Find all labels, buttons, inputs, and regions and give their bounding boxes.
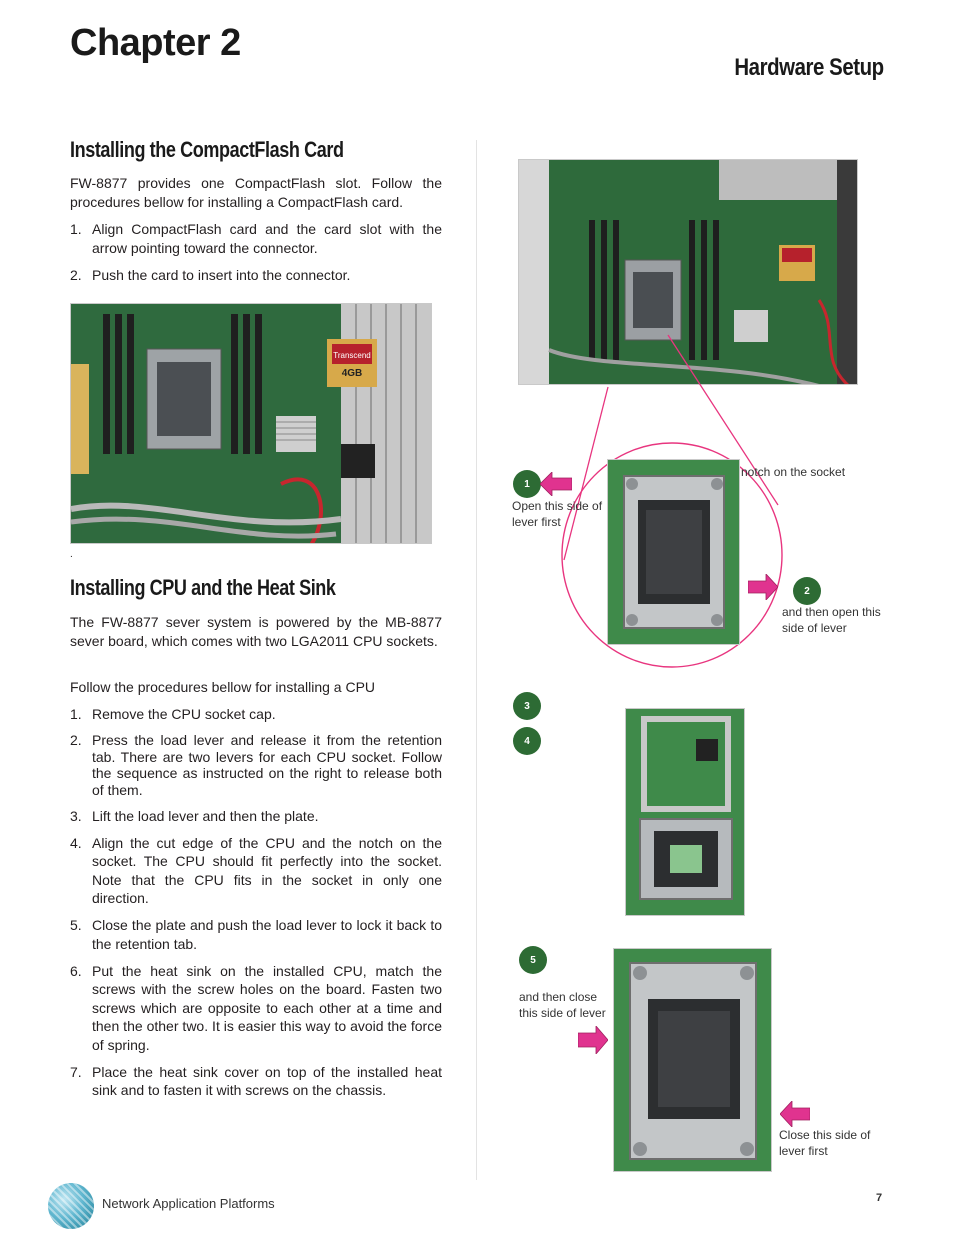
step-text: Align CompactFlash card and the card slot with the arrow pointing toward the connector. — [92, 221, 442, 256]
arrow-right-icon — [578, 1026, 608, 1054]
company-logo — [48, 1183, 94, 1229]
cf-brand-text: Transcend — [333, 351, 371, 360]
step-number: 5. — [70, 917, 82, 933]
arrow-left-icon — [540, 472, 572, 496]
step-text: Push the card to insert into the connector. — [92, 266, 351, 283]
footer-text: Network Application Platforms — [102, 1196, 275, 1211]
step-number: 1. — [70, 706, 82, 722]
step-number: 6. — [70, 962, 82, 979]
step-text: Place the heat sink cover on top of the installed heat sink and to fasten it with screws on the chassis. — [92, 1063, 442, 1098]
step-text: Put the heat sink on the installed CPU, match the screws with the screw holes on the board. Fasten two screws which are opposite to each other at a time and then the other two. It is easier this way to avoid the force of spring. — [92, 962, 442, 1053]
step-text: Lift the load lever and then the plate. — [92, 807, 319, 824]
step-number: 4. — [70, 834, 82, 851]
step-text: Align the cut edge of the CPU and the notch on the socket. The CPU should fit perfectly into the socket. Note that the CPU fits in the socket in only one direction. — [92, 834, 442, 906]
socket-illustration — [608, 460, 740, 645]
step-text: Remove the CPU socket cap. — [92, 706, 276, 722]
step-badge-1: 1 — [513, 470, 541, 498]
socket-photo-open — [607, 459, 740, 645]
step-number: 2. — [70, 266, 82, 283]
step-badge-4: 4 — [513, 727, 541, 755]
step1-caption: Open this side of lever first — [512, 499, 603, 529]
section-heading: Hardware Setup — [734, 54, 884, 81]
socket-photo-lifted — [625, 708, 745, 916]
socket-photo-closed — [613, 948, 772, 1172]
trailing-dot: . — [70, 549, 73, 560]
compactflash-heading: Installing the CompactFlash Card — [70, 137, 344, 162]
step-text: Press the load lever and release it from the retention tab. There are two levers for each CPU socket. Follow the sequence as instructed on the right to release both of them. — [92, 732, 442, 798]
arrow-left-icon — [780, 1101, 810, 1127]
step2-caption: and then open this side of lever — [782, 605, 881, 635]
compactflash-intro: FW-8877 provides one CompactFlash slot. Follow the procedures bellow for installing a CompactFlash card. — [70, 175, 442, 210]
step-badge-5: 5 — [519, 946, 547, 974]
notch-label: notch on the socket — [741, 465, 846, 479]
socket-lifted-illustration — [626, 709, 745, 916]
step-number: 2. — [70, 732, 82, 748]
chapter-title: Chapter 2 — [70, 22, 241, 64]
step-badge-3: 3 — [513, 692, 541, 720]
close-caption: Close this side of lever first — [779, 1128, 871, 1158]
step5-caption: and then close this side of lever — [519, 990, 606, 1020]
step-text: Close the plate and push the load lever to lock it back to the retention tab. — [92, 917, 442, 952]
cpu-intro: The FW-8877 sever system is powered by the MB-8877 sever board, which comes with two LGA2011 CPU sockets. — [70, 614, 442, 649]
step-number: 1. — [70, 221, 82, 237]
step-number: 7. — [70, 1063, 82, 1080]
cpu-heading: Installing CPU and the Heat Sink — [70, 575, 336, 600]
page-number: 7 — [876, 1192, 883, 1204]
step-badge-2: 2 — [793, 577, 821, 605]
step-number: 3. — [70, 807, 82, 824]
cpu-follow: Follow the procedures bellow for installing a CPU — [70, 679, 376, 695]
socket-closed-illustration — [614, 949, 772, 1172]
arrow-right-icon — [748, 574, 778, 600]
cf-size-text: 4GB — [341, 368, 363, 379]
